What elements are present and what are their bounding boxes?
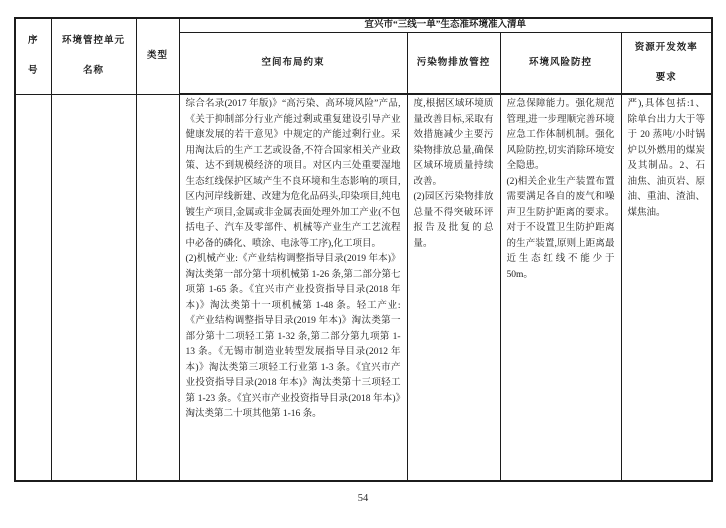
table-title: 宜兴市“三线一单”生态准环境准入清单 (179, 18, 712, 32)
column-header-spatial-layout: 空间布局约束 (179, 32, 407, 94)
cell-pollutant-control (407, 94, 500, 481)
resource-paragraph-1: 严),具体包括:1、除单台出力大于等于 20 蒸吨/小时锅炉以外燃用的煤炭及其制品。2、石油焦、油页岩、原油、重油、渣油、煤焦油。 (627, 99, 706, 218)
cell-spatial-layout (179, 94, 407, 481)
column-header-index: 序号 (15, 18, 51, 94)
cell-risk-prevention (500, 94, 621, 481)
column-header-resource-efficiency: 资源开发效率要求 (621, 32, 712, 94)
page-number: 54 (357, 493, 369, 504)
column-header-type: 类型 (136, 18, 179, 94)
pollutant-paragraph-1: 度,根据区域环境质量改善目标,采取有效措施减少主要污染物排放总量,确保区域环境质量持续改善。 (413, 99, 494, 187)
cell-index (15, 94, 51, 481)
access-list-table (14, 17, 713, 482)
cell-resource-efficiency (621, 94, 712, 481)
cell-unit-name (51, 94, 136, 481)
cell-type (136, 94, 179, 481)
spatial-paragraph-1: 综合名录(2017 年版)》“高污染、高环境风险”产品,《关于抑制部分行业产能过剩或重复建设引导产业健康发展的若干意见》中规定的产能过剩行业。采用淘汰后的生产工艺或设备,不符合国家相关产业政策、达不到规模经济的项目。对区内三处重要湿地生态红线保护区域产生不良环境和生态影响的项目,区内河岸线新建、改建为危化品码头,印染项目,纯电镀生产项目,金属或非金属表面处理外加工产业(不包括电子、汽车及零部件、机械等产业生产工艺流程中必备的磷化、喷涂、电泳等工序),化工项目。 (185, 99, 401, 249)
risk-paragraph-1: 应急保障能力。强化规范管理,进一步理顺完善环境应急工作体制机制。强化风险防控,切实消除环境安全隐患。 (506, 99, 615, 171)
column-header-risk-prevention: 环境风险防控 (500, 32, 621, 94)
column-header-pollutant-control: 污染物排放管控 (407, 32, 500, 94)
table-title-row (15, 18, 712, 32)
column-header-unit-name: 环境管控单元名称 (51, 18, 136, 94)
spatial-paragraph-2: (2)机械产业:《产业结构调整指导目录(2019 年本)》淘汰类第一部分第十项机械第 1-26 条,第二部分第七项第 1-65 条。《宜兴市产业投资指导目录(2018 年本)》淘汰类第十一项机械第 1-48 条。轻工产业:《产业结构调整指导目录(2019 年本)》淘汰类第一部分第十二项轻工第 1-32 条,第二部分第九项第 1-13 条。《无锡市制造业转型发展指导目录(2012 年本)》淘汰类第三项轻工行业第 1-3 条。《宜兴市产业投资指导目录(2018 年本)》淘汰类第十三项轻工第 1-23 条。《宜兴市产业投资指导目录(2018 年本)》淘汰类第二十项其他第 1-16 条。 (185, 254, 401, 419)
pollutant-paragraph-2: (2)园区污染物排放总量不得突破环评报告及批复的总量。 (413, 192, 494, 249)
table-row (15, 94, 712, 481)
risk-paragraph-2: (2)相关企业生产装置布置需要满足各自的废气和噪声卫生防护距离的要求。对于不设置卫生防护距离的生产装置,原则上距离最近生态红线不能少于 50m。 (506, 176, 615, 280)
